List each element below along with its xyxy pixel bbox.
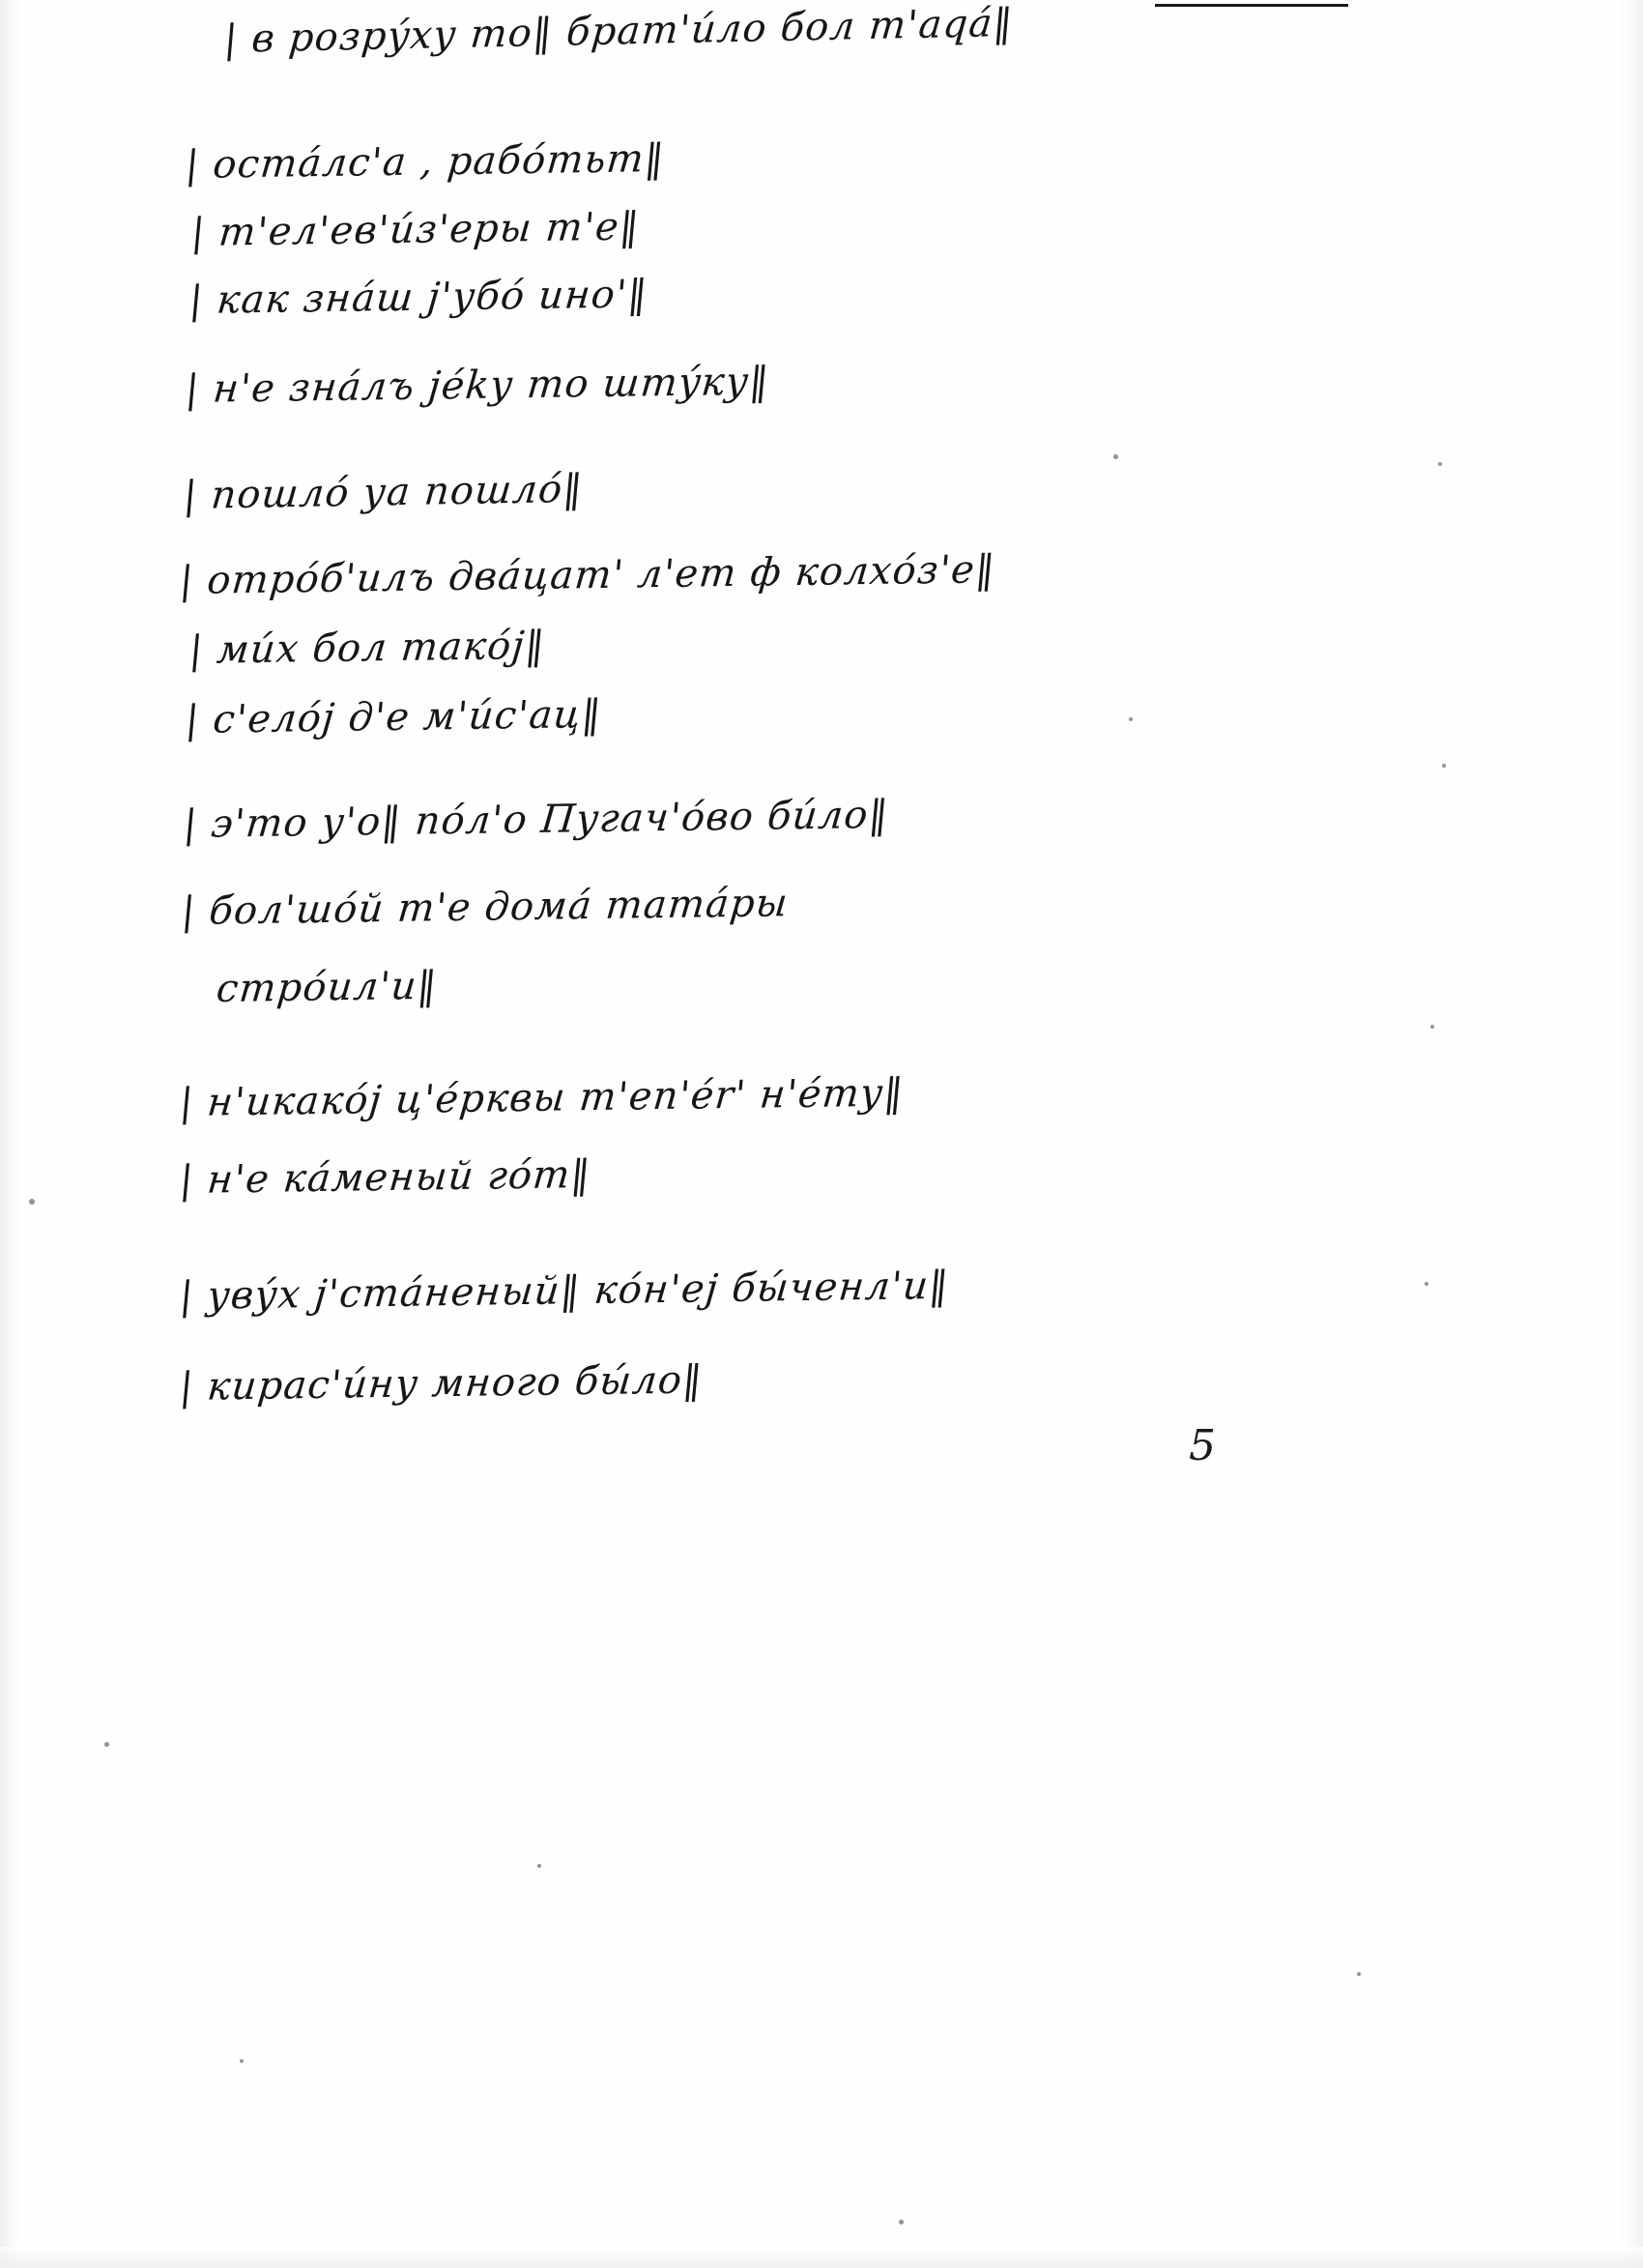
manuscript-line: | с'елój д'е м'úс'ац‖	[183, 691, 605, 743]
scan-speck	[1438, 462, 1442, 466]
manuscript-line: стрóил'и‖	[214, 963, 440, 1012]
manuscript-line: | бол'шóй т'е домá татáры	[179, 881, 791, 935]
manuscript-line: | э'то у'о‖ пóл'о Пугач'óво бúло‖	[181, 792, 891, 848]
manuscript-line: | н'е знáлъ jékу то штýку‖	[183, 359, 772, 413]
manuscript-line: | в розрýху то‖ брат'úло бол т'аqá‖	[222, 0, 1016, 63]
manuscript-line: | как знáш j'убó ино'‖	[187, 272, 650, 324]
manuscript-line: | пошлó уа пошлó‖	[181, 466, 586, 519]
scan-speck	[1442, 764, 1446, 768]
scan-speck	[240, 2059, 244, 2063]
scan-speck	[899, 2220, 904, 2224]
manuscript-line: | остáлс'а , рабóтьт‖	[183, 136, 668, 189]
scan-speck	[104, 1742, 109, 1747]
scan-speck	[1113, 454, 1118, 459]
scan-edge-bottom	[0, 2247, 1643, 2268]
manuscript-line: | кирас'úну много бы́ло‖	[177, 1357, 706, 1410]
scan-speck	[537, 1864, 541, 1868]
scan-speck	[1129, 717, 1133, 721]
scan-speck	[1430, 1025, 1434, 1029]
scan-speck	[1357, 1972, 1361, 1976]
manuscript-line: | н'е кáменый гóт‖	[177, 1152, 593, 1204]
manuscript-line: | т'ел'ев'úз'еры т'е‖	[188, 204, 643, 256]
scan-speck	[1425, 1282, 1428, 1286]
manuscript-line: | мúх бол такój‖	[187, 623, 548, 674]
manuscript-line: | отрóб'илъ двáцат' л'ет ф колхóз'е‖	[177, 547, 998, 604]
scan-speck	[29, 1199, 35, 1205]
page-number: 5	[1189, 1421, 1216, 1470]
manuscript-line: | н'икакój ц'éрквы т'еп'ér' н'éту‖	[177, 1070, 907, 1126]
manuscript-line: | уву́х j'стáненый‖ кóн'еj бы́ченл'и‖	[177, 1263, 952, 1320]
